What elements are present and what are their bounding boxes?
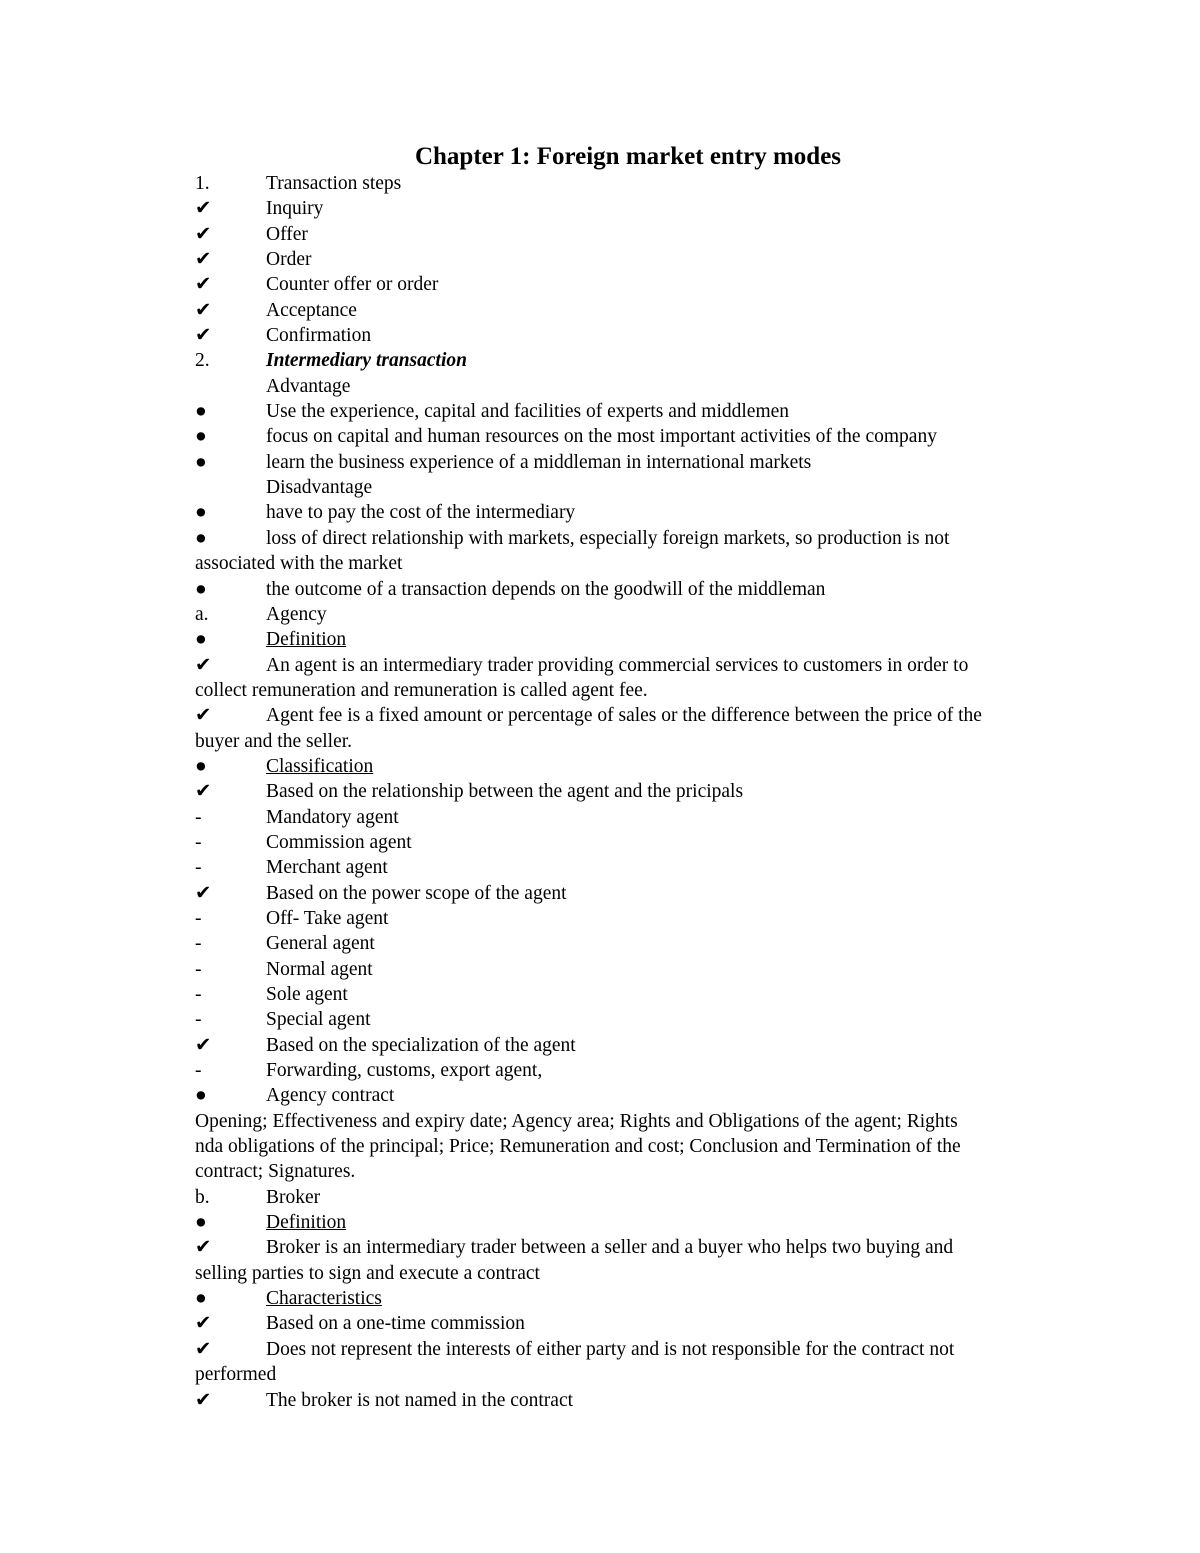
line-text: loss of direct relationship with markets, especially foreign markets, so production is not bbox=[266, 527, 950, 549]
filled-circle-bullet-icon: ● bbox=[195, 1288, 207, 1310]
document-line bbox=[195, 855, 1065, 880]
line-text: Use the experience, capital and facilities of experts and middlemen bbox=[266, 401, 790, 423]
document-line bbox=[195, 196, 1065, 221]
document-line bbox=[195, 1210, 1065, 1235]
document-line bbox=[195, 1388, 1065, 1413]
document-line bbox=[195, 1261, 1065, 1286]
document-line bbox=[195, 678, 1065, 703]
line-text: General agent bbox=[266, 933, 375, 955]
line-text: contract; Signatures. bbox=[195, 1161, 356, 1183]
line-text: selling parties to sign and execute a contract bbox=[195, 1262, 540, 1284]
document-line bbox=[195, 627, 1065, 652]
document-line bbox=[195, 1286, 1065, 1311]
line-text: Forwarding, customs, export agent, bbox=[266, 1060, 543, 1082]
document-line bbox=[195, 247, 1065, 272]
dash-bullet: - bbox=[195, 857, 202, 879]
document-line bbox=[195, 982, 1065, 1007]
document-line bbox=[195, 272, 1065, 297]
line-text: The broker is not named in the contract bbox=[266, 1389, 574, 1411]
document-line bbox=[195, 374, 1065, 399]
line-text: focus on capital and human resources on the most important activities of the company bbox=[266, 426, 937, 448]
check-bullet-icon: ✔ bbox=[195, 654, 212, 676]
dash-bullet: - bbox=[195, 1060, 202, 1082]
check-bullet-icon: ✔ bbox=[195, 1313, 212, 1335]
document-line bbox=[195, 500, 1065, 525]
line-text: Based on the power scope of the agent bbox=[266, 882, 567, 904]
document-body bbox=[195, 171, 1065, 1413]
line-text: collect remuneration and remuneration is called agent fee. bbox=[195, 679, 648, 701]
document-line bbox=[195, 881, 1065, 906]
filled-circle-bullet-icon: ● bbox=[195, 451, 207, 473]
line-text: Acceptance bbox=[266, 299, 357, 321]
document-line bbox=[195, 779, 1065, 804]
line-text: Broker is an intermediary trader between a seller and a buyer who helps two buying and bbox=[266, 1237, 954, 1259]
document-line bbox=[195, 577, 1065, 602]
filled-circle-bullet-icon: ● bbox=[195, 426, 207, 448]
line-text: Opening; Effectiveness and expiry date; Agency area; Rights and Obligations of the agent; Rights bbox=[195, 1110, 958, 1132]
document-line bbox=[195, 323, 1065, 348]
line-text: Does not represent the interests of either party and is not responsible for the contract not bbox=[266, 1338, 955, 1360]
document-line bbox=[195, 957, 1065, 982]
check-bullet-icon: ✔ bbox=[195, 1237, 212, 1259]
line-text: Inquiry bbox=[266, 198, 324, 220]
document-line bbox=[195, 1109, 1065, 1134]
check-bullet-icon: ✔ bbox=[195, 705, 212, 727]
document-line bbox=[195, 653, 1065, 678]
document-line bbox=[195, 1159, 1065, 1184]
line-text: Commission agent bbox=[266, 831, 412, 853]
document-line bbox=[195, 1311, 1065, 1336]
document-line bbox=[195, 1058, 1065, 1083]
document-line bbox=[195, 450, 1065, 475]
document-line bbox=[195, 1007, 1065, 1032]
check-bullet-icon: ✔ bbox=[195, 274, 212, 296]
dash-bullet: - bbox=[195, 933, 202, 955]
line-text: learn the business experience of a middleman in international markets bbox=[266, 451, 812, 473]
document-line bbox=[195, 1083, 1065, 1108]
document-line bbox=[195, 1362, 1065, 1387]
document-line bbox=[195, 906, 1065, 931]
line-text: Offer bbox=[266, 223, 308, 245]
document-line bbox=[195, 1235, 1065, 1260]
list-number-marker: 1. bbox=[195, 173, 210, 194]
document-line bbox=[195, 931, 1065, 956]
line-text: Transaction steps bbox=[266, 173, 402, 194]
list-number-marker: b. bbox=[195, 1186, 210, 1208]
section-heading: Characteristics bbox=[266, 1288, 382, 1310]
line-text: Agency contract bbox=[266, 1085, 395, 1107]
list-number-marker: a. bbox=[195, 603, 209, 625]
line-text: nda obligations of the principal; Price; Remuneration and cost; Conclusion and Termination of the bbox=[195, 1136, 961, 1158]
line-text: performed bbox=[195, 1364, 277, 1386]
line-text: Based on the specialization of the agent bbox=[266, 1034, 576, 1056]
filled-circle-bullet-icon: ● bbox=[195, 401, 207, 423]
dash-bullet: - bbox=[195, 831, 202, 853]
check-bullet-icon: ✔ bbox=[195, 299, 212, 321]
document-line bbox=[195, 830, 1065, 855]
line-text: Agent fee is a fixed amount or percentage of sales or the difference between the price of the bbox=[266, 705, 982, 727]
dash-bullet: - bbox=[195, 1009, 202, 1031]
document-line bbox=[195, 399, 1065, 424]
document-line bbox=[195, 754, 1065, 779]
line-text: Disadvantage bbox=[266, 477, 373, 499]
filled-circle-bullet-icon: ● bbox=[195, 502, 207, 524]
document-line bbox=[195, 1185, 1065, 1210]
filled-circle-bullet-icon: ● bbox=[195, 527, 207, 549]
line-text: associated with the market bbox=[195, 553, 403, 575]
line-text: Order bbox=[266, 249, 312, 271]
document-line bbox=[195, 805, 1065, 830]
document-line bbox=[195, 526, 1065, 551]
line-text: Normal agent bbox=[266, 958, 373, 980]
document-line bbox=[195, 348, 1065, 373]
check-bullet-icon: ✔ bbox=[195, 249, 212, 271]
check-bullet-icon: ✔ bbox=[195, 781, 212, 803]
line-text: Counter offer or order bbox=[266, 274, 439, 296]
document-line bbox=[195, 703, 1065, 728]
line-text: An agent is an intermediary trader providing commercial services to customers in order to bbox=[266, 654, 969, 676]
line-text: Broker bbox=[266, 1186, 321, 1208]
check-bullet-icon: ✔ bbox=[195, 882, 212, 904]
check-bullet-icon: ✔ bbox=[195, 1389, 212, 1411]
check-bullet-icon: ✔ bbox=[195, 1338, 212, 1360]
check-bullet-icon: ✔ bbox=[195, 325, 212, 347]
line-text: Based on a one-time commission bbox=[266, 1313, 525, 1335]
line-text: Off- Take agent bbox=[266, 907, 389, 929]
document-line bbox=[195, 1134, 1065, 1159]
document-line bbox=[195, 171, 1065, 196]
dash-bullet: - bbox=[195, 984, 202, 1005]
check-bullet-icon: ✔ bbox=[195, 223, 212, 245]
document-line bbox=[195, 1033, 1065, 1058]
line-text: Merchant agent bbox=[266, 857, 388, 879]
line-text: Agency bbox=[266, 603, 327, 625]
line-text: Special agent bbox=[266, 1009, 371, 1031]
filled-circle-bullet-icon: ● bbox=[195, 1085, 207, 1107]
document-line bbox=[195, 475, 1065, 500]
dash-bullet: - bbox=[195, 958, 202, 980]
document-line bbox=[195, 602, 1065, 627]
line-text: the outcome of a transaction depends on the goodwill of the middleman bbox=[266, 578, 826, 600]
document-line bbox=[195, 729, 1065, 754]
document-line bbox=[195, 551, 1065, 576]
section-heading: Definition bbox=[266, 629, 347, 651]
document-line bbox=[195, 1337, 1065, 1362]
line-text: Mandatory agent bbox=[266, 806, 399, 828]
document-line bbox=[195, 222, 1065, 247]
section-heading: Classification bbox=[266, 755, 374, 777]
check-bullet-icon: ✔ bbox=[195, 198, 212, 220]
line-text: Advantage bbox=[266, 375, 351, 397]
subsection-heading: Intermediary transaction bbox=[266, 350, 467, 372]
dash-bullet: - bbox=[195, 907, 202, 929]
check-bullet-icon: ✔ bbox=[195, 1034, 212, 1056]
filled-circle-bullet-icon: ● bbox=[195, 755, 207, 777]
list-number-marker: 2. bbox=[195, 350, 210, 372]
line-text: Confirmation bbox=[266, 325, 372, 347]
document-line bbox=[195, 298, 1065, 323]
filled-circle-bullet-icon: ● bbox=[195, 629, 207, 651]
page-title: Chapter 1: Foreign market entry modes bbox=[414, 143, 842, 170]
filled-circle-bullet-icon: ● bbox=[195, 1212, 207, 1234]
line-text: Based on the relationship between the agent and the pricipals bbox=[266, 781, 744, 803]
line-text: Sole agent bbox=[266, 984, 348, 1005]
line-text: buyer and the seller. bbox=[195, 730, 353, 752]
filled-circle-bullet-icon: ● bbox=[195, 578, 207, 600]
section-heading: Definition bbox=[266, 1212, 347, 1234]
dash-bullet: - bbox=[195, 806, 202, 828]
line-text: have to pay the cost of the intermediary bbox=[266, 502, 576, 524]
document-line bbox=[195, 424, 1065, 449]
